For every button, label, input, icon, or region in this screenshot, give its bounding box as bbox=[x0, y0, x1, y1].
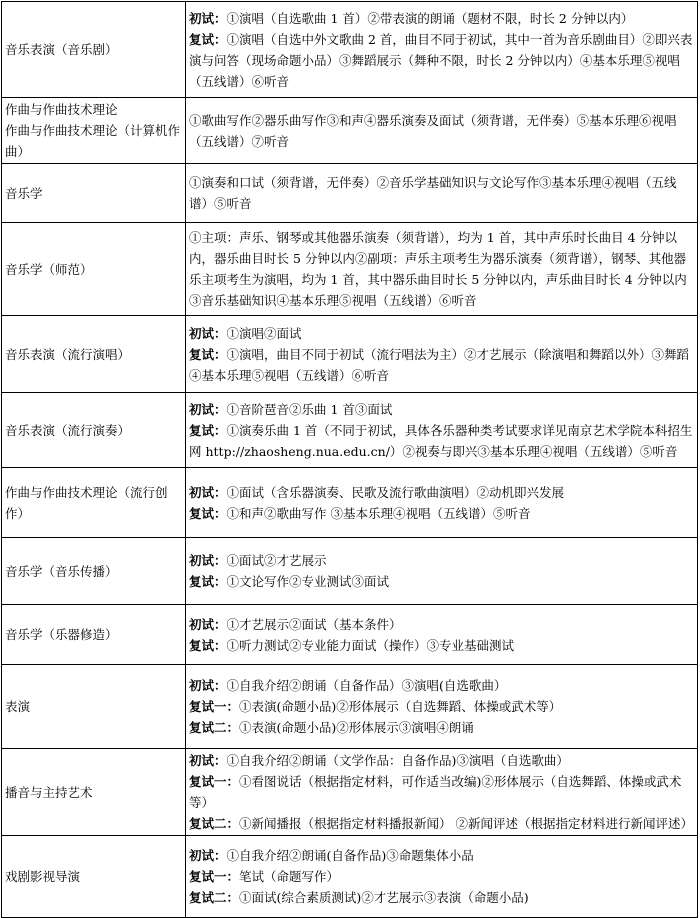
exam-requirements-cell bbox=[186, 393, 698, 468]
major-name: 音乐表演（流行演奏） bbox=[5, 422, 131, 438]
exam-subjects-text: ①主项：声乐、钢琴或其他器乐演奏（须背谱），均为 1 首，其中声乐时长曲目 4 分钟以内，器乐曲目时长 5 分钟以内②副项：声乐主项考生为器乐演奏（须背谱），钢琴、其他器乐主项考生为演唱，均为 1 首，其中器乐曲目时长 5 分钟以内，声乐曲目时长 4 分钟以内③音乐基础知识④基本乐理⑤视唱（五线谱）⑥听音 bbox=[189, 230, 687, 308]
exam-line bbox=[189, 717, 695, 738]
major-cell bbox=[2, 665, 186, 749]
major-cell bbox=[2, 468, 186, 538]
exam-line bbox=[189, 420, 695, 462]
major-name: 音乐学 bbox=[5, 185, 43, 201]
exam-subjects-text: 笔试（命题写作） bbox=[239, 869, 340, 884]
table-row bbox=[2, 316, 698, 393]
exam-line bbox=[189, 227, 695, 311]
exam-stage-label: 初试： bbox=[189, 325, 227, 341]
table-row bbox=[2, 605, 698, 665]
exam-line bbox=[189, 399, 695, 420]
exam-subjects-text: ①才艺展示②面试（基本条件） bbox=[226, 616, 402, 632]
major-name: 播音与主持艺术 bbox=[5, 784, 93, 800]
exam-stage-label: 复试： bbox=[189, 422, 227, 438]
exam-requirements-cell bbox=[186, 164, 698, 223]
major-name: 音乐表演（音乐剧） bbox=[5, 42, 118, 57]
exam-stage-label: 复试一： bbox=[189, 699, 240, 714]
exam-requirements-cell bbox=[186, 468, 698, 538]
exam-line bbox=[189, 771, 695, 813]
exam-subjects-text: ①文论写作②专业测试③面试 bbox=[226, 574, 390, 589]
exam-subjects-text: ①演唱（自选中外文歌曲 2 首，曲目不同于初试，其中一首为音乐剧曲目）②即兴表演与问答（现场命题小品）③舞蹈展示（舞种不限，时长 2 分钟以内）④基本乐理⑤视唱（五线谱）⑥听音 bbox=[189, 31, 693, 89]
major-name: 表演 bbox=[5, 699, 31, 714]
table-row bbox=[2, 749, 698, 836]
table-row bbox=[2, 223, 698, 316]
exam-subjects-text: ①面试（含乐器演奏、民歌及流行歌曲演唱）②动机即兴发展 bbox=[226, 484, 565, 500]
exam-requirements-cell bbox=[186, 98, 698, 164]
exam-stage-label: 复试一： bbox=[189, 774, 240, 789]
exam-requirements-cell bbox=[186, 605, 698, 665]
exam-subjects-text: ①歌曲写作②器乐曲写作③和声④器乐演奏及面试（须背谱，无伴奏）⑤基本乐理⑥视唱（五线谱）⑦听音 bbox=[189, 112, 677, 149]
exam-subjects-text: ①面试②才艺展示 bbox=[226, 553, 327, 568]
exam-line bbox=[189, 675, 695, 696]
major-name: 作曲与作曲技术理论 bbox=[5, 102, 118, 117]
exam-requirements-cell bbox=[186, 223, 698, 316]
exam-subjects-text: ①自我介绍②朗诵（自备作品）③演唱(自选歌曲） bbox=[226, 678, 507, 693]
exam-requirements-cell bbox=[186, 665, 698, 749]
exam-subjects-text: ①演奏乐曲 1 首（不同于初试，具体各乐器种类考试要求详见南京艺术学院本科招生网 http://zhaosheng.nua.edu.cn/）②视奏与即兴③基本乐理④视唱（五线谱）⑤听音 bbox=[189, 422, 693, 459]
exam-stage-label: 复试： bbox=[189, 346, 227, 362]
exam-line bbox=[189, 503, 695, 524]
exam-stage-label: 初试： bbox=[189, 616, 227, 632]
exam-stage-label: 初试： bbox=[189, 553, 227, 568]
exam-subjects-table bbox=[1, 1, 698, 918]
major-cell bbox=[2, 538, 186, 605]
table-row bbox=[2, 468, 698, 538]
exam-requirements-cell bbox=[186, 316, 698, 393]
exam-line bbox=[189, 813, 695, 834]
table-body bbox=[2, 2, 698, 918]
exam-stage-label: 复试二： bbox=[189, 816, 240, 831]
exam-subjects-text: ①演唱（自选歌曲 1 首）②带表演的朗诵（题材不限，时长 2 分钟以内） bbox=[226, 10, 634, 26]
exam-subjects-text: ①音阶琶音②乐曲 1 首③面试 bbox=[226, 401, 393, 417]
major-name: 音乐表演（流行演唱） bbox=[5, 346, 131, 362]
major-name: 作曲与作曲技术理论（计算机作曲） bbox=[5, 123, 181, 159]
table-row bbox=[2, 665, 698, 749]
exam-subjects-text: ①表演(命题小品)②形体展示③演唱④朗诵 bbox=[239, 720, 474, 735]
exam-stage-label: 复试： bbox=[189, 31, 227, 47]
exam-subjects-text: ①表演(命题小品)②形体展示（自选舞蹈、体操或武术等） bbox=[239, 699, 562, 714]
exam-stage-label: 复试二： bbox=[189, 720, 240, 735]
exam-subjects-text: ①演奏和口试（须背谱，无伴奏）②音乐学基础知识与文论写作③基本乐理④视唱（五线谱）⑤听音 bbox=[189, 175, 677, 211]
exam-line bbox=[189, 110, 695, 152]
exam-line bbox=[189, 887, 695, 908]
exam-line bbox=[189, 550, 695, 571]
major-name: 音乐学（乐器修造） bbox=[5, 627, 118, 642]
exam-subjects-text: ①看图说话（根据指定材料，可作适当改编)②形体展示（自选舞蹈、体操或武术等） bbox=[189, 774, 682, 810]
exam-stage-label: 复试二： bbox=[189, 890, 240, 905]
exam-stage-label: 初试： bbox=[189, 678, 227, 693]
table-row bbox=[2, 393, 698, 468]
exam-subjects-text: ①新闻播报（根据指定材料播报新闻） ②新闻评述（根据指定材料进行新闻评述） bbox=[239, 816, 693, 831]
major-cell bbox=[2, 164, 186, 223]
exam-stage-label: 复试： bbox=[189, 505, 227, 521]
exam-line bbox=[189, 8, 695, 29]
exam-subjects-text: ①自我介绍②朗诵(自备作品)③命题集体小品 bbox=[226, 848, 474, 863]
exam-line bbox=[189, 172, 695, 214]
exam-line bbox=[189, 571, 695, 592]
exam-subjects-text: ①面试(综合素质测试)②才艺展示③表演（命题小品) bbox=[239, 890, 529, 905]
exam-requirements-cell bbox=[186, 538, 698, 605]
exam-stage-label: 复试： bbox=[189, 637, 227, 653]
exam-line bbox=[189, 344, 695, 386]
exam-line bbox=[189, 866, 695, 887]
exam-stage-label: 初试： bbox=[189, 484, 227, 500]
major-cell bbox=[2, 2, 186, 98]
exam-line bbox=[189, 696, 695, 717]
exam-requirements-cell bbox=[186, 749, 698, 836]
exam-line bbox=[189, 614, 695, 635]
table-row bbox=[2, 98, 698, 164]
exam-line bbox=[189, 635, 695, 656]
exam-stage-label: 复试一： bbox=[189, 869, 240, 884]
major-name: 音乐学（师范） bbox=[5, 261, 93, 277]
exam-stage-label: 初试： bbox=[189, 753, 227, 768]
major-name: 音乐学（音乐传播） bbox=[5, 563, 118, 579]
exam-line bbox=[189, 750, 695, 771]
major-cell bbox=[2, 605, 186, 665]
major-name: 作曲与作曲技术理论（流行创作） bbox=[5, 484, 168, 521]
exam-subjects-text: ①自我介绍②朗诵（文学作品：自备作品)③演唱（自选歌曲） bbox=[226, 753, 569, 768]
exam-subjects-text: ①演唱②面试 bbox=[226, 325, 302, 341]
table-row bbox=[2, 2, 698, 98]
table-row bbox=[2, 538, 698, 605]
major-cell bbox=[2, 749, 186, 836]
exam-line bbox=[189, 845, 695, 866]
exam-subjects-text: ①和声②歌曲写作 ③基本乐理④视唱（五线谱）⑤听音 bbox=[226, 505, 531, 521]
exam-subjects-text: ①听力测试②专业能力面试（操作）③专业基础测试 bbox=[226, 637, 515, 653]
major-cell bbox=[2, 223, 186, 316]
exam-line bbox=[189, 29, 695, 92]
exam-line bbox=[189, 482, 695, 503]
major-name: 戏剧影视导演 bbox=[5, 869, 81, 884]
major-cell bbox=[2, 836, 186, 918]
exam-subjects-text: ①演唱，曲目不同于初试（流行唱法为主）②才艺展示（除演唱和舞蹈以外）③舞蹈④基本乐理⑤视唱（五线谱）⑥听音 bbox=[189, 346, 690, 383]
table-row bbox=[2, 164, 698, 223]
major-cell bbox=[2, 393, 186, 468]
exam-line bbox=[189, 323, 695, 344]
exam-requirements-cell bbox=[186, 836, 698, 918]
major-cell bbox=[2, 98, 186, 164]
exam-stage-label: 初试： bbox=[189, 401, 227, 417]
table-row bbox=[2, 836, 698, 918]
major-cell bbox=[2, 316, 186, 393]
exam-requirements-cell bbox=[186, 2, 698, 98]
exam-stage-label: 复试： bbox=[189, 574, 227, 589]
exam-stage-label: 初试： bbox=[189, 848, 227, 863]
exam-stage-label: 初试： bbox=[189, 10, 227, 26]
